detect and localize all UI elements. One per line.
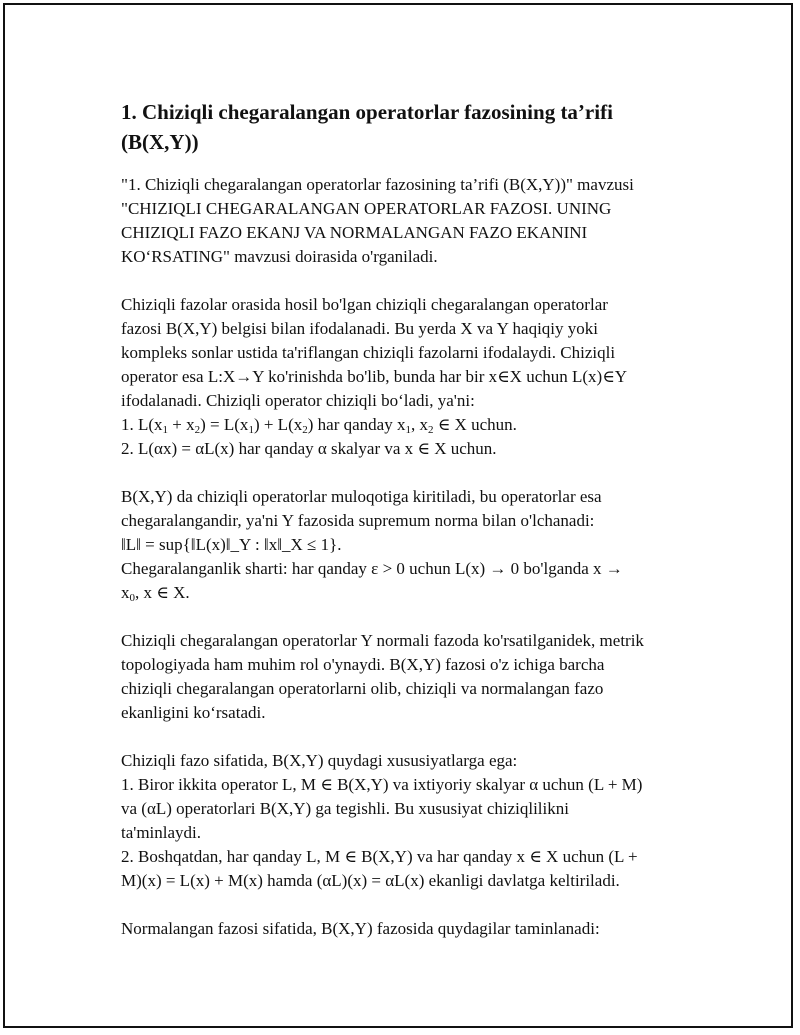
normed-space-paragraph [121,917,701,941]
text-line: ta'minlaydi. [121,823,202,842]
text-line: 1. Biror ikkita operator L, M ∈ B(X,Y) va ixtiyoriy skalyar α uchun (L + M) [121,775,643,794]
text-line: chiziqli chegaralangan operatorlarni olib, chiziqli va normalangan fazo [121,679,604,698]
linearity-item-1: 1. $L(x_1 + x_2) = L(x_1) + L(x_2)$ har qanday $x_1$, $x_2$ ∈ X uchun. [121,415,517,436]
text-line: Chiziqli chegaralangan operatorlar Y normali fazoda ko'rsatilganidek, metrik [121,631,644,650]
definition-paragraph [121,293,701,461]
document-body [121,97,701,941]
text-line: Chiziqli fazolar orasida hosil bo'lgan chiziqli chegaralangan operatorlar [121,295,608,314]
text-line: operator esa L:X→Y ko'rinishda bo'lib, bunda har bir x∈X uchun L(x)∈Y [121,367,628,386]
norm-paragraph [121,485,701,605]
intro-paragraph [121,173,701,269]
text-line: $x_0$, x ∈ X. [121,583,190,604]
document-page [3,3,793,1028]
title-line: (B(X,Y)) [121,130,199,154]
text-line: ekanligini ko‘rsatadi. [121,703,266,722]
text-line: Chiziqli fazo sifatida, B(X,Y) quydagi xususiyatlarga ega: [121,751,518,770]
linearity-item-2: 2. L(αx) = αL(x) har qanday α skalyar va x ∈ X uchun. [121,439,497,458]
text-line: B(X,Y) da chiziqli operatorlar muloqotiga kiritiladi, bu operatorlar esa [121,487,602,506]
text-line: va (αL) operatorlari B(X,Y) ga tegishli. Bu xususiyat chiziqlilikni [121,799,569,818]
text-line: fazosi B(X,Y) belgisi bilan ifodalanadi. Bu yerda X va Y haqiqiy yoki [121,319,598,338]
text-line: topologiyada ham muhim rol o'ynaydi. B(X,Y) fazosi o'z ichiga barcha [121,655,605,674]
text-line: kompleks sonlar ustida ta'riflangan chiziqli fazolarni ifodalaydi. Chiziqli [121,343,616,362]
norm-formula: ‖L‖ = sup{‖L(x)‖_Y : ‖x‖_X ≤ 1}. [121,535,342,554]
text-line: "CHIZIQLI CHEGARALANGAN OPERATORLAR FAZOSI. UNING [121,199,612,218]
topology-paragraph [121,629,701,725]
text-line: CHIZIQLI FAZO EKANJ VA NORMALANGAN FAZO EKANINI [121,223,588,242]
text-line: ifodalanadi. Chiziqli operator chiziqli bo‘ladi, ya'ni: [121,391,475,410]
section-title [121,97,701,157]
text-line: chegaralangandir, ya'ni Y fazosida supremum norma bilan o'lchanadi: [121,511,595,530]
text-line: Chegaralanganlik sharti: har qanday ε > 0 uchun L(x) → 0 bo'lganda x → [121,559,623,578]
text-line: "1. Chiziqli chegaralangan operatorlar fazosining ta’rifi (B(X,Y))" mavzusi [121,175,634,194]
text-line: 2. Boshqatdan, har qanday L, M ∈ B(X,Y) va har qanday x ∈ X uchun (L + [121,847,638,866]
text-line: M)(x) = L(x) + M(x) hamda (αL)(x) = αL(x) ekanligi davlatga keltiriladi. [121,871,620,890]
properties-paragraph [121,749,701,893]
text-line: Normalangan fazosi sifatida, B(X,Y) fazosida quydagilar taminlanadi: [121,919,600,938]
text-line: KO‘RSATING" mavzusi doirasida o'rganiladi. [121,247,438,266]
title-line: 1. Chiziqli chegaralangan operatorlar fazosining ta’rifi [121,100,613,124]
